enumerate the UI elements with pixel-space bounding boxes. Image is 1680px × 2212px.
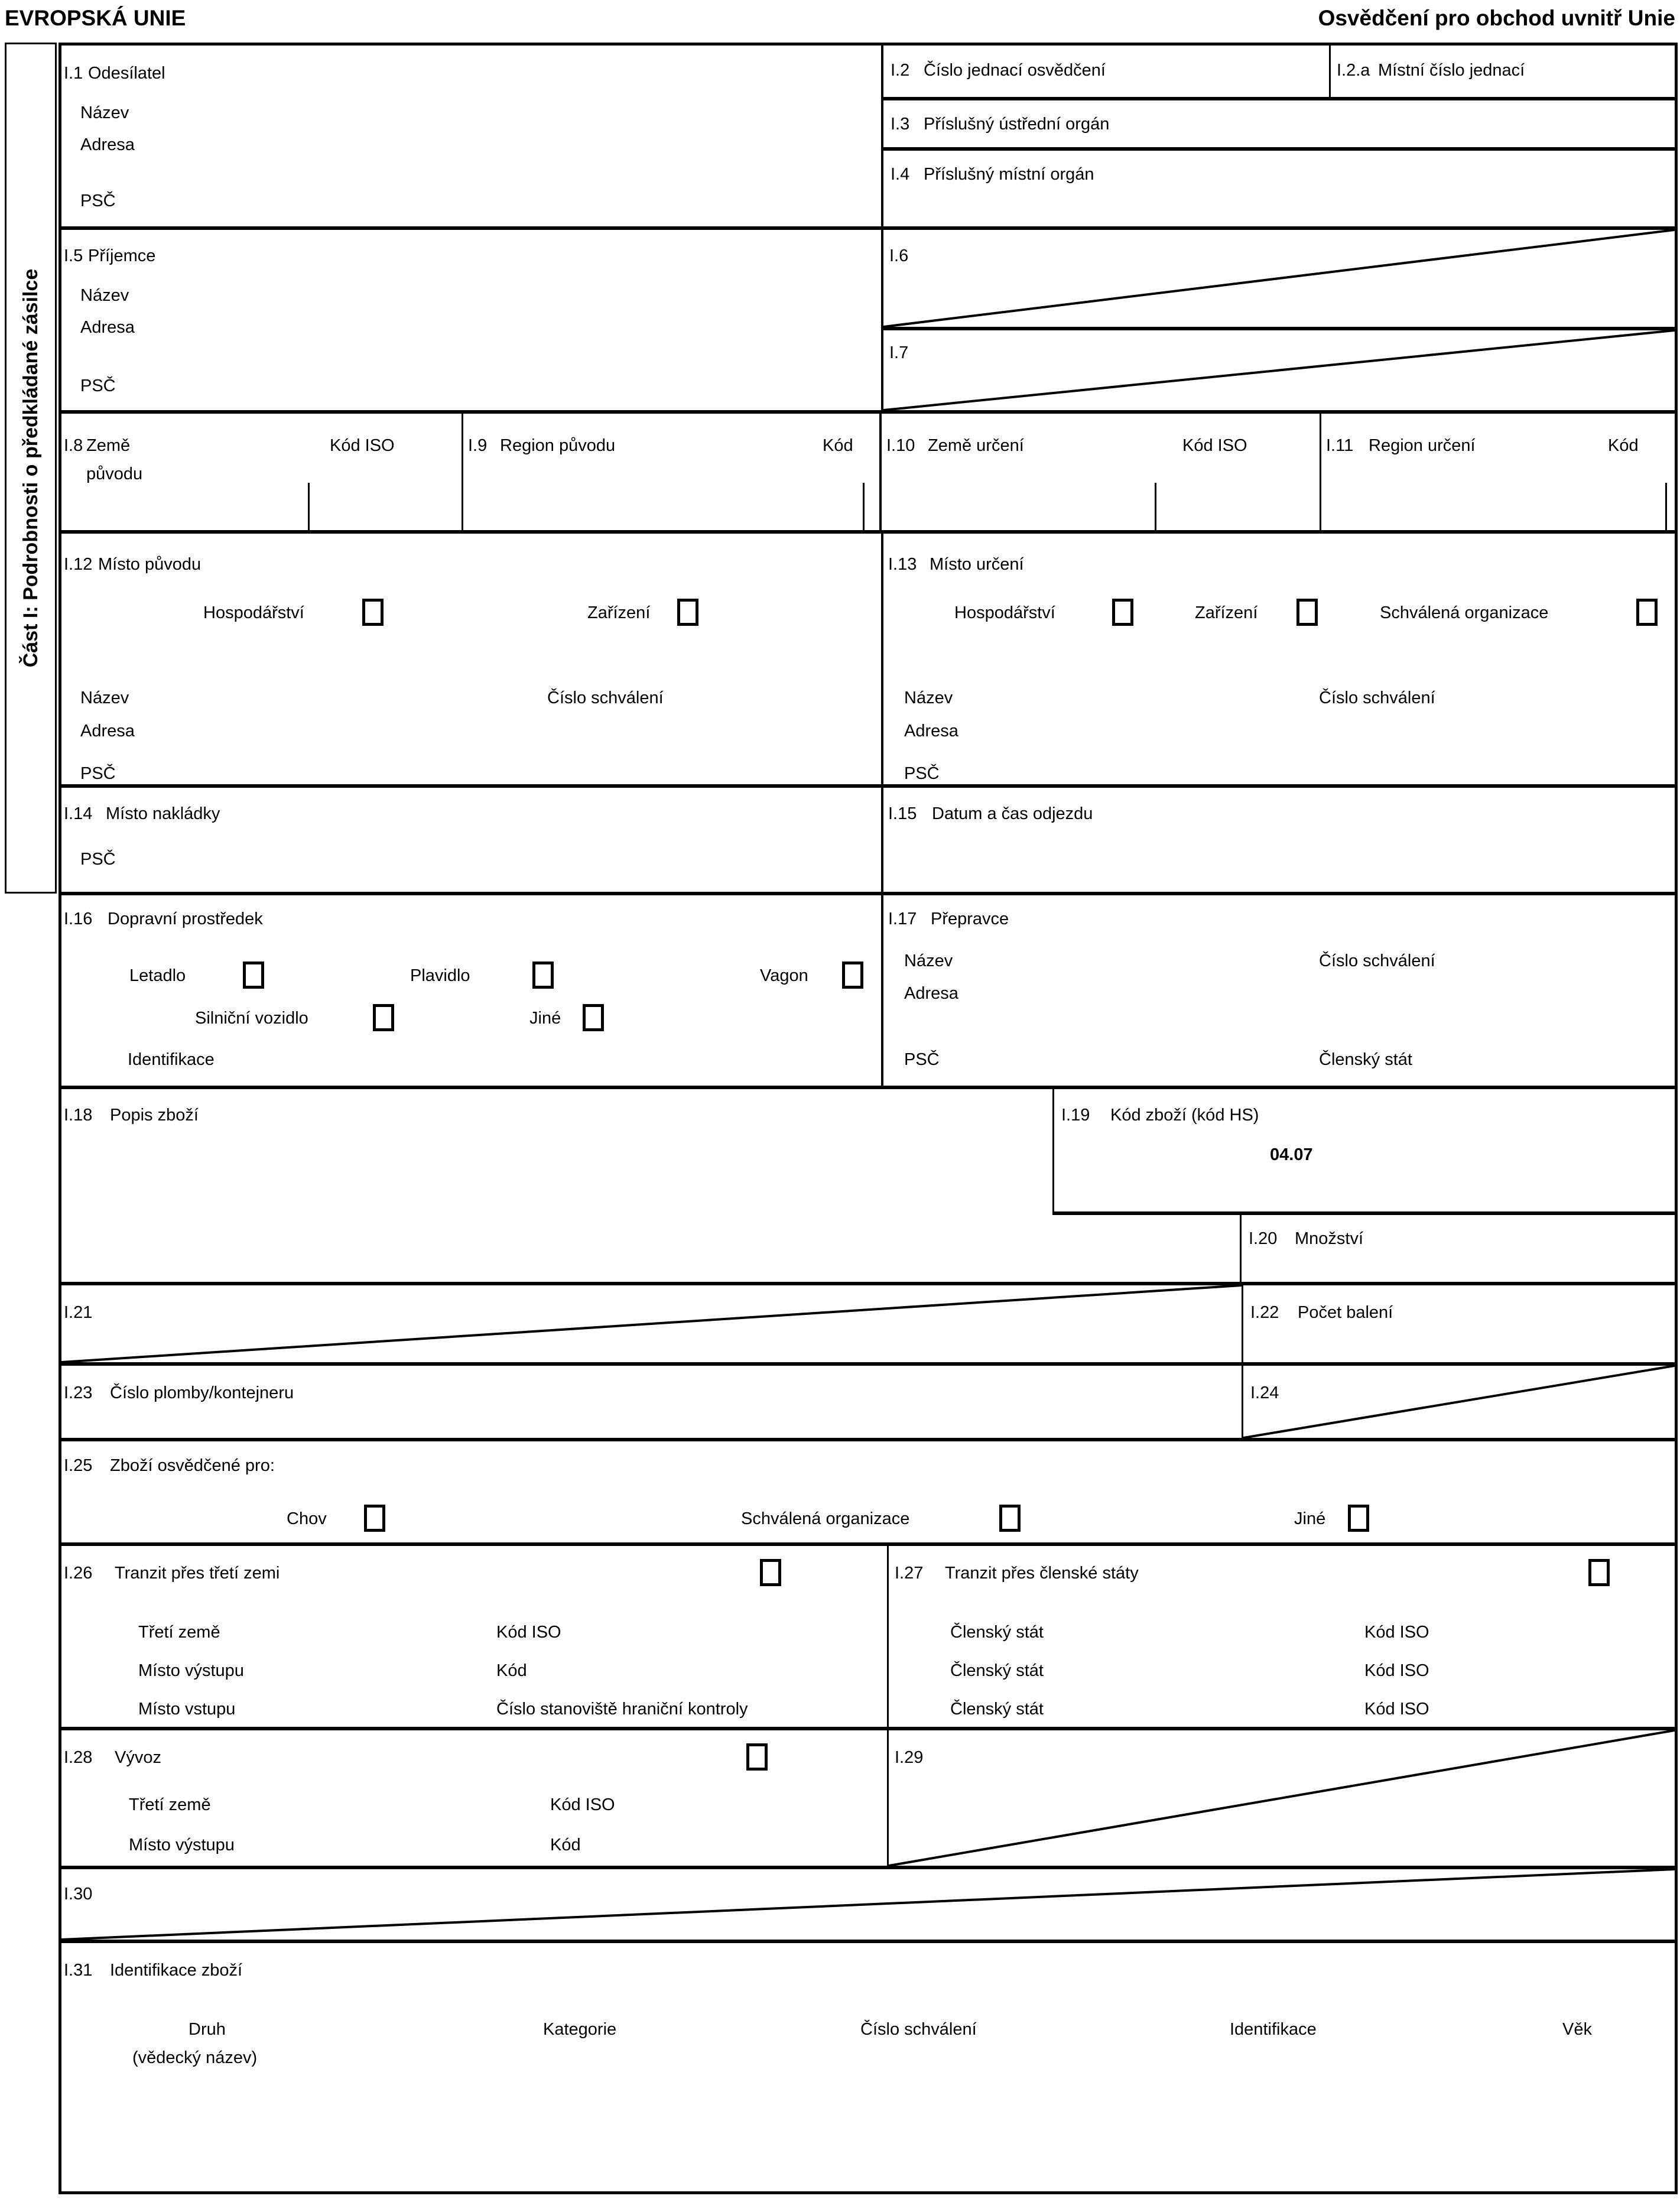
field-number: I.19 [1061, 1106, 1090, 1125]
address-label: Adresa [904, 984, 958, 1003]
age-column-header: Věk [1562, 2020, 1592, 2039]
field-number: I.6 [889, 246, 909, 265]
field-i20-quantity [1240, 1215, 1675, 1282]
i16-vessel-checkbox[interactable] [532, 962, 554, 989]
exit-point-label: Místo výstupu [138, 1661, 244, 1680]
certificate-title: Osvědčení pro obchod uvnitř Unie [1318, 6, 1675, 30]
part-one-sidebar [5, 43, 57, 894]
field-i9-region-of-origin [463, 414, 882, 530]
i18-open-area [1052, 1215, 1240, 1282]
field-label: Místo původu [98, 555, 202, 574]
field-number: I.10 [886, 436, 915, 455]
address-label: Adresa [904, 722, 958, 740]
address-label: Adresa [80, 135, 135, 154]
approved-body-label: Schválená organizace [1380, 603, 1549, 622]
approved-body-label: Schválená organizace [741, 1509, 910, 1528]
field-label: Příslušný ústřední orgán [924, 115, 1110, 134]
field-i24-crossed-out [1242, 1366, 1675, 1438]
third-country-label: Třetí země [138, 1623, 220, 1642]
field-number: I.26 [64, 1564, 93, 1583]
field-number: I.25 [64, 1456, 93, 1475]
field-i29-crossed-out [889, 1730, 1675, 1866]
member-state-label: Členský stát [1319, 1050, 1412, 1069]
exit-point-label: Místo výstupu [129, 1836, 235, 1854]
name-label: Název [80, 286, 129, 305]
field-number: I.30 [64, 1885, 93, 1904]
field-number: I.11 [1326, 436, 1354, 455]
diagonal-line [61, 1285, 1242, 1362]
postcode-label: PSČ [904, 764, 940, 783]
code-label: Kód [496, 1661, 527, 1680]
field-i31-identification-of-commodities [61, 1943, 1675, 2191]
code-divider-tick [863, 483, 865, 530]
field-label: Kód zboží (kód HS) [1110, 1106, 1259, 1125]
field-label: Přepravce [931, 910, 1009, 928]
field-i30-crossed-out [61, 1869, 1675, 1940]
field-i14-place-of-loading [61, 788, 883, 892]
field-number: I.16 [64, 910, 93, 928]
entry-point-label: Místo vstupu [138, 1700, 236, 1719]
code-divider-tick [1665, 483, 1667, 530]
field-number: I.13 [888, 555, 917, 574]
field-number: I.8 [64, 436, 83, 455]
field-number: I.20 [1249, 1229, 1278, 1248]
field-i3-central-authority [883, 100, 1675, 147]
code-divider-tick [1155, 483, 1156, 530]
field-i16-means-of-transport [61, 895, 883, 1086]
code-label: Kód [823, 436, 853, 455]
address-label: Adresa [80, 318, 135, 337]
i26-transit-checkbox[interactable] [760, 1559, 781, 1586]
farm-label: Hospodářství [954, 603, 1055, 622]
field-i28-export [61, 1730, 889, 1866]
field-label: Datum a čas odjezdu [932, 804, 1093, 823]
postcode-label: PSČ [904, 1050, 940, 1069]
field-number: I.3 [891, 115, 910, 134]
member-state-label: Členský stát [950, 1623, 1044, 1642]
iso-code-label: Kód ISO [1364, 1700, 1429, 1719]
hs-code-value: 04.07 [1270, 1145, 1313, 1164]
field-number: I.22 [1250, 1303, 1279, 1322]
i13-establishment-checkbox[interactable] [1296, 599, 1318, 626]
species-column-header: Druh [189, 2020, 226, 2039]
postcode-label: PSČ [80, 376, 116, 395]
i16-road-vehicle-checkbox[interactable] [373, 1004, 394, 1031]
field-i4-local-authority [883, 151, 1675, 226]
iso-code-label: Kód ISO [1364, 1623, 1429, 1642]
field-number: I.23 [64, 1383, 93, 1402]
field-label: Region původu [500, 436, 616, 455]
field-number: I.28 [64, 1748, 93, 1767]
field-label: Vývoz [115, 1748, 161, 1767]
field-label: Místo nakládky [106, 804, 220, 823]
field-label: původu [86, 465, 143, 483]
field-label: Tranzit přes členské státy [945, 1564, 1139, 1583]
category-column-header: Kategorie [543, 2020, 617, 2039]
field-i1-consignor [61, 46, 883, 226]
name-label: Název [904, 951, 953, 970]
field-i11-region-of-destination [1321, 414, 1675, 530]
field-number: I.14 [64, 804, 93, 823]
field-i8-country-of-origin [61, 414, 463, 530]
field-label: Region určení [1369, 436, 1476, 455]
field-number: I.27 [895, 1564, 924, 1583]
field-number: I.9 [468, 436, 488, 455]
i13-approved-body-checkbox[interactable] [1636, 599, 1658, 626]
i16-aircraft-checkbox[interactable] [243, 962, 264, 989]
field-label: Země určení [928, 436, 1024, 455]
other-label: Jiné [529, 1009, 561, 1028]
page-title: EVROPSKÁ UNIE [5, 6, 186, 30]
field-label: Příslušný místní orgán [924, 165, 1094, 184]
iso-code-label: Kód ISO [496, 1623, 561, 1642]
name-label: Název [80, 103, 129, 122]
diagonal-line [883, 330, 1675, 410]
field-label: Tranzit přes třetí zemi [115, 1564, 280, 1583]
farm-label: Hospodářství [203, 603, 304, 622]
field-i10-country-of-destination [882, 414, 1321, 530]
establishment-label: Zařízení [587, 603, 651, 622]
diagonal-line [883, 230, 1675, 327]
iso-code-label: Kód ISO [550, 1795, 615, 1814]
field-i13-place-of-destination [883, 534, 1675, 784]
field-number: I.4 [891, 165, 910, 184]
breeding-label: Chov [287, 1509, 327, 1528]
i25-approved-body-checkbox[interactable] [999, 1505, 1021, 1532]
member-state-label: Členský stát [950, 1661, 1044, 1680]
field-label: Zboží osvědčené pro: [110, 1456, 275, 1475]
field-i23-seal-container-number [61, 1366, 1242, 1438]
field-number: I.15 [888, 804, 917, 823]
i27-transit-checkbox[interactable] [1588, 1559, 1610, 1586]
field-i19-commodity-code [1052, 1089, 1675, 1211]
field-label: Země [86, 436, 131, 455]
field-label: Místní číslo jednací [1378, 61, 1525, 80]
field-i27-transit-member-states [889, 1546, 1675, 1727]
code-label: Kód [550, 1836, 581, 1854]
field-i2-certificate-reference [883, 46, 1331, 97]
field-i7-crossed-out [883, 330, 1675, 410]
identification-column-header: Identifikace [1230, 2020, 1317, 2039]
field-number: I.2.a [1337, 61, 1370, 80]
wagon-label: Vagon [760, 966, 808, 985]
code-label: Kód [1608, 436, 1639, 455]
i25-breeding-checkbox[interactable] [364, 1505, 385, 1532]
postcode-label: PSČ [80, 850, 116, 869]
field-i6-crossed-out [883, 230, 1675, 327]
identification-label: Identifikace [128, 1050, 215, 1069]
establishment-label: Zařízení [1195, 603, 1258, 622]
other-label: Jiné [1294, 1509, 1326, 1528]
i28-export-checkbox[interactable] [746, 1743, 768, 1771]
field-number: I.12 [64, 555, 93, 574]
field-i12-place-of-origin [61, 534, 883, 784]
iso-code-label: Kód ISO [330, 436, 395, 455]
field-number: I.18 [64, 1106, 93, 1125]
field-number: I.29 [895, 1748, 924, 1767]
diagonal-line [61, 1869, 1675, 1940]
field-label: Odesílatel [88, 64, 165, 83]
field-i5-consignee [61, 230, 883, 410]
member-state-label: Členský stát [950, 1700, 1044, 1719]
certificate-form [59, 43, 1678, 2194]
field-label: Příjemce [88, 246, 156, 265]
postcode-label: PSČ [80, 191, 116, 210]
i12-establishment-checkbox[interactable] [677, 599, 698, 626]
field-i2a-local-reference [1331, 46, 1675, 97]
postcode-label: PSČ [80, 764, 116, 783]
i13-farm-checkbox[interactable] [1112, 599, 1133, 626]
field-number: I.31 [64, 1961, 93, 1980]
approval-number-label: Číslo schválení [1319, 688, 1435, 707]
diagonal-line [1243, 1366, 1675, 1438]
scientific-name-column-header: (vědecký název) [132, 2048, 258, 2067]
field-number: I.1 [64, 64, 83, 83]
field-label: Identifikace zboží [110, 1961, 243, 1980]
field-number: I.21 [64, 1303, 93, 1322]
field-number: I.24 [1250, 1383, 1279, 1402]
name-label: Název [80, 688, 129, 707]
field-label: Popis zboží [110, 1106, 199, 1125]
field-label: Množství [1295, 1229, 1364, 1248]
field-label: Číslo jednací osvědčení [924, 61, 1106, 80]
field-number: I.2 [891, 61, 910, 80]
field-label: Počet balení [1298, 1303, 1393, 1322]
road-vehicle-label: Silniční vozidlo [195, 1009, 308, 1028]
third-country-label: Třetí země [129, 1795, 211, 1814]
vessel-label: Plavidlo [410, 966, 470, 985]
field-label: Číslo plomby/kontejneru [110, 1383, 294, 1402]
aircraft-label: Letadlo [129, 966, 186, 985]
field-i26-transit-third-country [61, 1546, 889, 1727]
i12-farm-checkbox[interactable] [362, 599, 384, 626]
field-i18-commodity-description [61, 1089, 1052, 1282]
field-i15-departure-date-time [883, 788, 1675, 892]
i16-wagon-checkbox[interactable] [842, 962, 863, 989]
i25-other-checkbox[interactable] [1348, 1505, 1369, 1532]
approval-number-label: Číslo schválení [547, 688, 664, 707]
field-label: Místo určení [930, 555, 1024, 574]
field-number: I.5 [64, 246, 83, 265]
field-i17-transporter [883, 895, 1675, 1086]
code-divider-tick [308, 483, 310, 530]
field-i21-crossed-out [61, 1285, 1242, 1362]
name-label: Název [904, 688, 953, 707]
diagonal-line [889, 1730, 1675, 1866]
part-one-label: Část I: Podrobnosti o předkládané zásilce [20, 268, 42, 668]
bip-number-label: Číslo stanoviště hraniční kontroly [496, 1700, 748, 1719]
i16-other-checkbox[interactable] [583, 1004, 604, 1031]
field-number: I.17 [888, 910, 917, 928]
address-label: Adresa [80, 722, 135, 740]
field-i22-number-of-packages [1242, 1285, 1675, 1362]
iso-code-label: Kód ISO [1364, 1661, 1429, 1680]
field-number: I.7 [889, 343, 909, 362]
field-i25-certified-for [61, 1441, 1675, 1542]
approval-number-column-header: Číslo schválení [860, 2020, 977, 2039]
field-label: Dopravní prostředek [108, 910, 263, 928]
iso-code-label: Kód ISO [1182, 436, 1247, 455]
approval-number-label: Číslo schválení [1319, 951, 1435, 970]
